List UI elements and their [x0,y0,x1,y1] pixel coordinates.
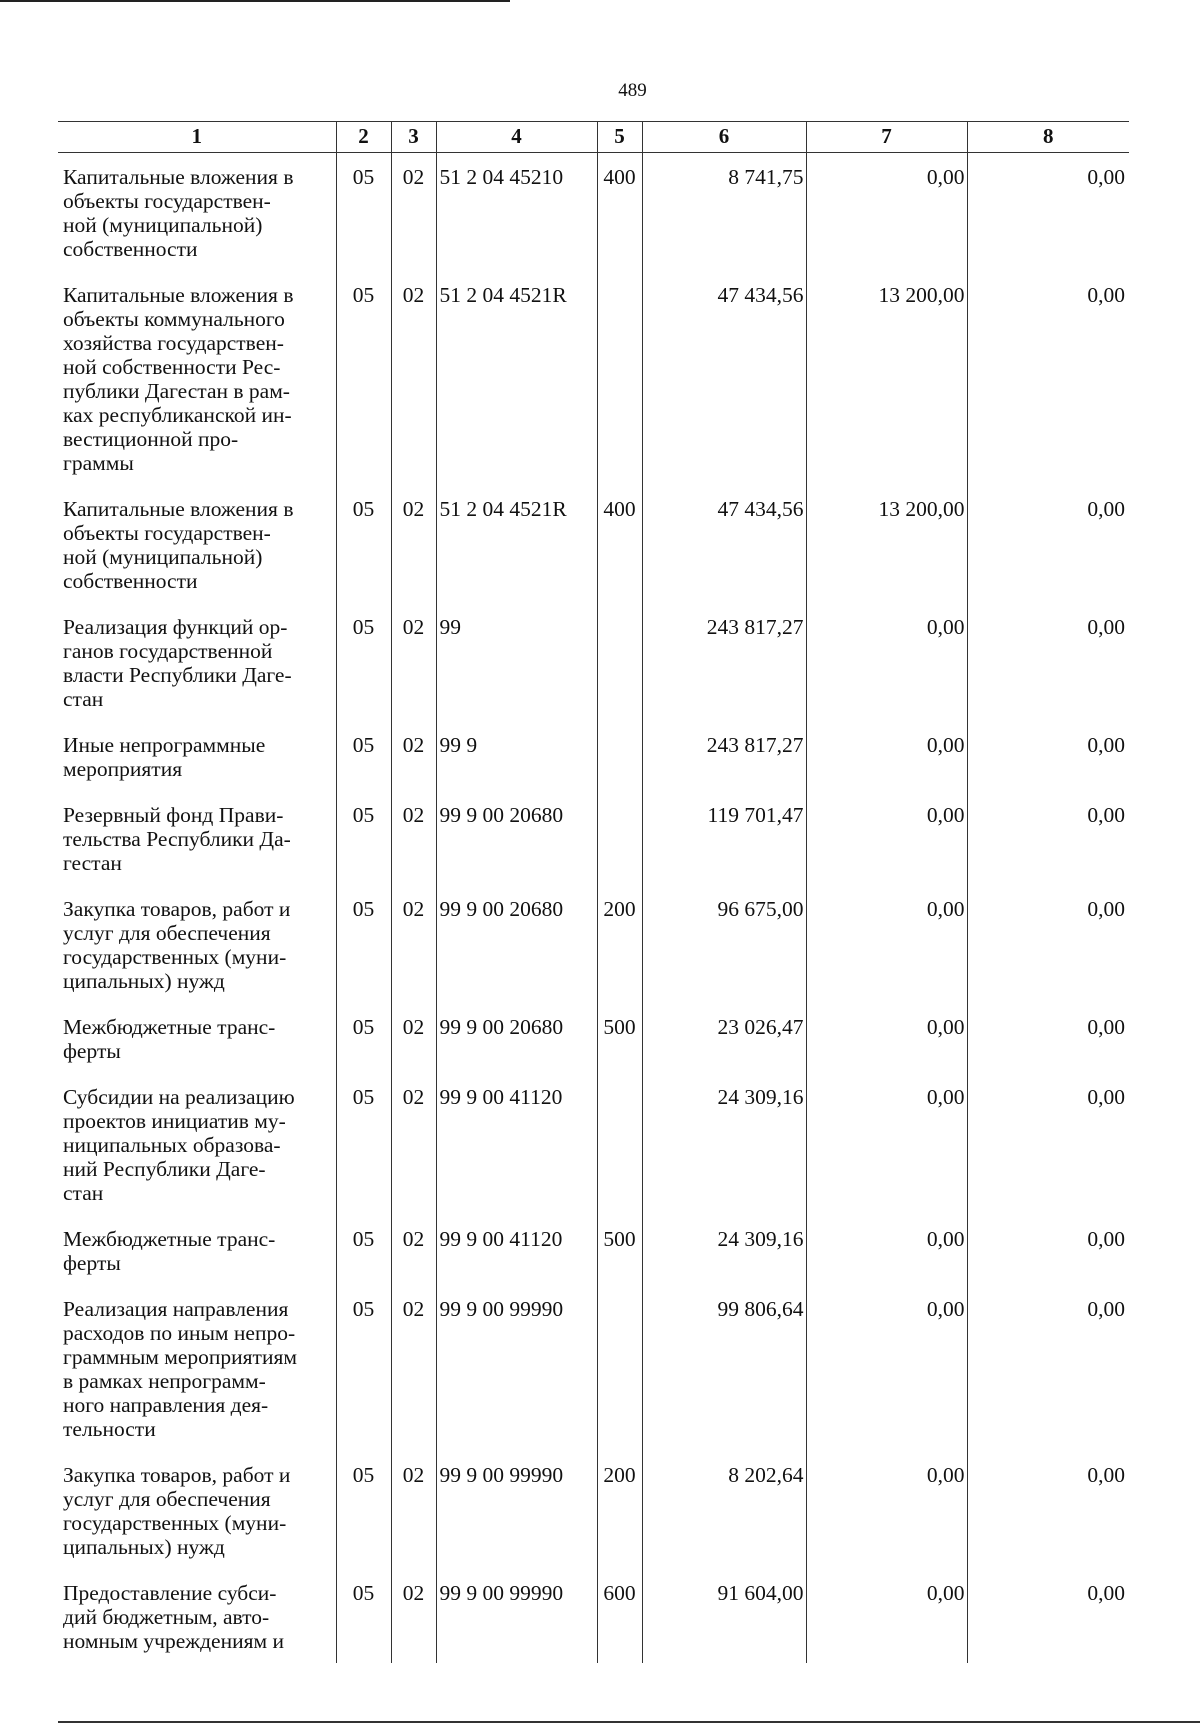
col-header-6: 6 [642,122,806,153]
amount-col6-text: 23 026,47 [717,1015,804,1039]
row-name-cell [58,1073,336,1215]
target-article-cell [436,721,597,791]
section-code-text: 05 [352,165,375,189]
amount-col8-text: 0,00 [1087,497,1125,521]
amount-col6-text: 119 701,47 [707,803,804,827]
subsection-code-text: 02 [402,283,425,307]
section-code-cell [336,721,391,791]
amount-col7-cell [806,1073,967,1215]
table-row [58,153,1129,272]
section-code-text: 05 [352,497,375,521]
amount-col6-cell [642,603,806,721]
amount-col8-text: 0,00 [1087,1297,1125,1321]
amount-col7-cell [806,153,967,272]
row-name-text: Иные непрограммные мероприятия [63,733,266,781]
section-code-text: 05 [352,1227,375,1251]
subsection-code-cell [391,271,436,485]
subsection-code-cell [391,1073,436,1215]
target-article-cell [436,1451,597,1569]
col-header-8: 8 [967,122,1129,153]
amount-col6-text: 47 434,56 [717,497,804,521]
table-row [58,791,1129,885]
amount-col7-cell [806,271,967,485]
page-number: 489 [618,80,647,101]
col-header-7: 7 [806,122,967,153]
amount-col7-text: 0,00 [926,1227,965,1251]
row-name-cell [58,603,336,721]
section-code-cell [336,1073,391,1215]
section-code-cell [336,1451,391,1569]
section-code-text: 05 [352,1463,375,1487]
expense-type-text: 400 [603,165,636,189]
target-article-text: 99 9 00 20680 [439,897,564,921]
expense-type-cell [597,721,642,791]
subsection-code-text: 02 [402,165,425,189]
amount-col6-cell [642,485,806,603]
section-code-text: 05 [352,1015,375,1039]
row-name-text: Капитальные вложения в объекты государствен- ной (муниципальной) собственности [63,165,294,261]
subsection-code-text: 02 [402,1297,425,1321]
section-code-cell [336,1569,391,1663]
row-name-text: Предоставление субси- дий бюджетным, авто- номным учреждениям и [63,1581,284,1653]
amount-col6-cell [642,271,806,485]
row-name-cell [58,1285,336,1451]
row-name-cell [58,721,336,791]
amount-col8-cell [967,1003,1129,1073]
amount-col6-cell [642,1285,806,1451]
section-code-text: 05 [352,1581,375,1605]
target-article-cell [436,603,597,721]
amount-col8-cell [967,1073,1129,1215]
amount-col8-cell [967,791,1129,885]
target-article-text: 99 9 00 41120 [439,1227,563,1251]
section-code-text: 05 [352,283,375,307]
amount-col8-cell [967,1569,1129,1663]
subsection-code-text: 02 [402,1015,425,1039]
target-article-cell [436,885,597,1003]
expense-type-text: 200 [603,1463,636,1487]
section-code-cell [336,603,391,721]
amount-col7-text: 0,00 [926,615,965,639]
row-name-cell [58,1569,336,1663]
table-row [58,1215,1129,1285]
bottom-rule [58,1721,1200,1723]
expense-type-cell [597,603,642,721]
amount-col7-cell [806,1285,967,1451]
section-code-text: 05 [352,897,375,921]
amount-col8-text: 0,00 [1087,803,1125,827]
target-article-text: 99 9 [439,733,478,757]
row-name-text: Реализация функций ор- ганов государственной власти Республики Даге- стан [63,615,292,711]
top-rule [0,0,510,2]
target-article-text: 99 9 00 20680 [439,1015,564,1039]
target-article-text: 51 2 04 4521R [439,283,567,307]
amount-col8-cell [967,271,1129,485]
row-name-text: Межбюджетные транс- ферты [63,1227,276,1275]
row-name-cell [58,485,336,603]
subsection-code-cell [391,1285,436,1451]
amount-col8-cell [967,485,1129,603]
target-article-text: 99 9 00 99990 [439,1463,564,1487]
col-header-1: 1 [58,122,336,153]
expense-type-cell [597,153,642,272]
amount-col8-cell [967,885,1129,1003]
table-row [58,271,1129,485]
header-row [58,122,1129,153]
subsection-code-text: 02 [402,733,425,757]
section-code-text: 05 [352,1297,375,1321]
subsection-code-text: 02 [402,803,425,827]
target-article-text: 51 2 04 4521R [439,497,567,521]
amount-col6-cell [642,153,806,272]
amount-col7-text: 0,00 [926,1581,965,1605]
target-article-text: 99 [439,615,461,639]
table-row [58,1569,1129,1663]
amount-col6-text: 24 309,16 [717,1227,804,1251]
target-article-text: 99 9 00 20680 [439,803,564,827]
subsection-code-cell [391,1003,436,1073]
table-row [58,603,1129,721]
amount-col6-text: 243 817,27 [706,733,804,757]
amount-col7-cell [806,603,967,721]
amount-col7-text: 0,00 [926,1085,965,1109]
amount-col6-text: 99 806,64 [717,1297,804,1321]
expense-type-cell [597,791,642,885]
expense-type-cell [597,485,642,603]
subsection-code-text: 02 [402,1227,425,1251]
table-row [58,721,1129,791]
amount-col6-cell [642,721,806,791]
row-name-cell [58,791,336,885]
amount-col6-text: 8 741,75 [728,165,804,189]
amount-col8-cell [967,1285,1129,1451]
table-row [58,485,1129,603]
amount-col7-cell [806,1003,967,1073]
amount-col8-cell [967,1451,1129,1569]
amount-col7-cell [806,791,967,885]
amount-col6-cell [642,1451,806,1569]
subsection-code-text: 02 [402,897,425,921]
section-code-cell [336,1003,391,1073]
amount-col6-cell [642,885,806,1003]
section-code-cell [336,153,391,272]
row-name-cell [58,1003,336,1073]
amount-col7-cell [806,1215,967,1285]
expense-type-cell [597,1073,642,1215]
row-name-text: Закупка товаров, работ и услуг для обеспечения государственных (муни- ципальных) нужд [63,897,291,993]
expense-type-cell [597,1215,642,1285]
amount-col7-text: 13 200,00 [878,283,965,307]
amount-col8-text: 0,00 [1087,1581,1125,1605]
budget-table [58,121,1129,1663]
expense-type-text: 200 [603,897,636,921]
subsection-code-text: 02 [402,1581,425,1605]
amount-col7-cell [806,721,967,791]
section-code-text: 05 [352,733,375,757]
target-article-cell [436,1215,597,1285]
amount-col6-cell [642,791,806,885]
amount-col7-text: 0,00 [926,733,965,757]
amount-col8-text: 0,00 [1087,1463,1125,1487]
amount-col8-text: 0,00 [1087,1227,1125,1251]
amount-col7-text: 13 200,00 [878,497,965,521]
target-article-cell [436,153,597,272]
subsection-code-cell [391,1451,436,1569]
expense-type-cell [597,1285,642,1451]
row-name-text: Межбюджетные транс- ферты [63,1015,276,1063]
section-code-cell [336,1215,391,1285]
amount-col6-cell [642,1215,806,1285]
expense-type-text: 500 [603,1227,636,1251]
expense-type-text: 400 [603,497,636,521]
amount-col6-cell [642,1003,806,1073]
section-code-cell [336,485,391,603]
amount-col8-cell [967,721,1129,791]
amount-col8-cell [967,1215,1129,1285]
subsection-code-cell [391,1215,436,1285]
section-code-cell [336,271,391,485]
amount-col6-text: 96 675,00 [717,897,804,921]
target-article-cell [436,485,597,603]
subsection-code-text: 02 [402,1085,425,1109]
row-name-text: Резервный фонд Прави- тельства Республики Да- гестан [63,803,291,875]
table-row [58,885,1129,1003]
amount-col8-text: 0,00 [1087,1015,1125,1039]
amount-col6-text: 47 434,56 [717,283,804,307]
expense-type-cell [597,1003,642,1073]
amount-col8-cell [967,153,1129,272]
row-name-text: Капитальные вложения в объекты государствен- ной (муниципальной) собственности [63,497,294,593]
subsection-code-cell [391,485,436,603]
section-code-cell [336,791,391,885]
subsection-code-cell [391,721,436,791]
subsection-code-text: 02 [402,497,425,521]
expense-type-cell [597,1569,642,1663]
amount-col7-text: 0,00 [926,165,965,189]
row-name-cell [58,153,336,272]
target-article-cell [436,1569,597,1663]
table-row [58,1451,1129,1569]
target-article-cell [436,791,597,885]
target-article-cell [436,271,597,485]
table-row [58,1003,1129,1073]
subsection-code-cell [391,153,436,272]
amount-col8-text: 0,00 [1087,1085,1125,1109]
expense-type-text: 600 [603,1581,636,1605]
amount-col7-text: 0,00 [926,1463,965,1487]
subsection-code-cell [391,603,436,721]
col-header-2: 2 [336,122,391,153]
subsection-code-cell [391,885,436,1003]
section-code-text: 05 [352,615,375,639]
col-header-3: 3 [391,122,436,153]
amount-col6-cell [642,1569,806,1663]
amount-col7-text: 0,00 [926,803,965,827]
amount-col7-text: 0,00 [926,897,965,921]
amount-col7-cell [806,485,967,603]
table-row [58,1073,1129,1215]
expense-type-cell [597,271,642,485]
amount-col6-text: 24 309,16 [717,1085,804,1109]
target-article-text: 99 9 00 99990 [439,1581,564,1605]
row-name-text: Субсидии на реализацию проектов инициатив му- ниципальных образова- ний Республики Даге- стан [63,1085,295,1205]
row-name-text: Капитальные вложения в объекты коммунального хозяйства государствен- ной собственности Рес- публики Дагестан в рам- ках республиканской ин- вестиционной про- граммы [63,283,294,475]
section-code-text: 05 [352,803,375,827]
subsection-code-cell [391,791,436,885]
target-article-text: 99 9 00 99990 [439,1297,564,1321]
table-row [58,1285,1129,1451]
row-name-cell [58,271,336,485]
amount-col6-text: 91 604,00 [717,1581,804,1605]
section-code-text: 05 [352,1085,375,1109]
target-article-cell [436,1003,597,1073]
amount-col8-text: 0,00 [1087,897,1125,921]
expense-type-cell [597,885,642,1003]
amount-col7-text: 0,00 [926,1015,965,1039]
target-article-cell [436,1073,597,1215]
row-name-text: Закупка товаров, работ и услуг для обеспечения государственных (муни- ципальных) нужд [63,1463,291,1559]
amount-col8-text: 0,00 [1087,283,1125,307]
amount-col6-text: 8 202,64 [728,1463,804,1487]
subsection-code-cell [391,1569,436,1663]
row-name-cell [58,885,336,1003]
row-name-text: Реализация направления расходов по иным непро- граммным мероприятиям в рамках непрограмм- ного направления дея- тельности [63,1297,297,1441]
amount-col6-text: 243 817,27 [706,615,804,639]
amount-col8-text: 0,00 [1087,615,1125,639]
amount-col8-text: 0,00 [1087,165,1125,189]
amount-col8-text: 0,00 [1087,733,1125,757]
section-code-cell [336,1285,391,1451]
subsection-code-text: 02 [402,1463,425,1487]
target-article-text: 51 2 04 45210 [439,165,564,189]
amount-col8-cell [967,603,1129,721]
amount-col7-text: 0,00 [926,1297,965,1321]
amount-col7-cell [806,1451,967,1569]
table-body [58,153,1129,1664]
expense-type-text: 500 [603,1015,636,1039]
amount-col7-cell [806,1569,967,1663]
col-header-5: 5 [597,122,642,153]
subsection-code-text: 02 [402,615,425,639]
target-article-text: 99 9 00 41120 [439,1085,563,1109]
amount-col6-cell [642,1073,806,1215]
target-article-cell [436,1285,597,1451]
expense-type-cell [597,1451,642,1569]
section-code-cell [336,885,391,1003]
col-header-4: 4 [436,122,597,153]
row-name-cell [58,1451,336,1569]
row-name-cell [58,1215,336,1285]
amount-col7-cell [806,885,967,1003]
